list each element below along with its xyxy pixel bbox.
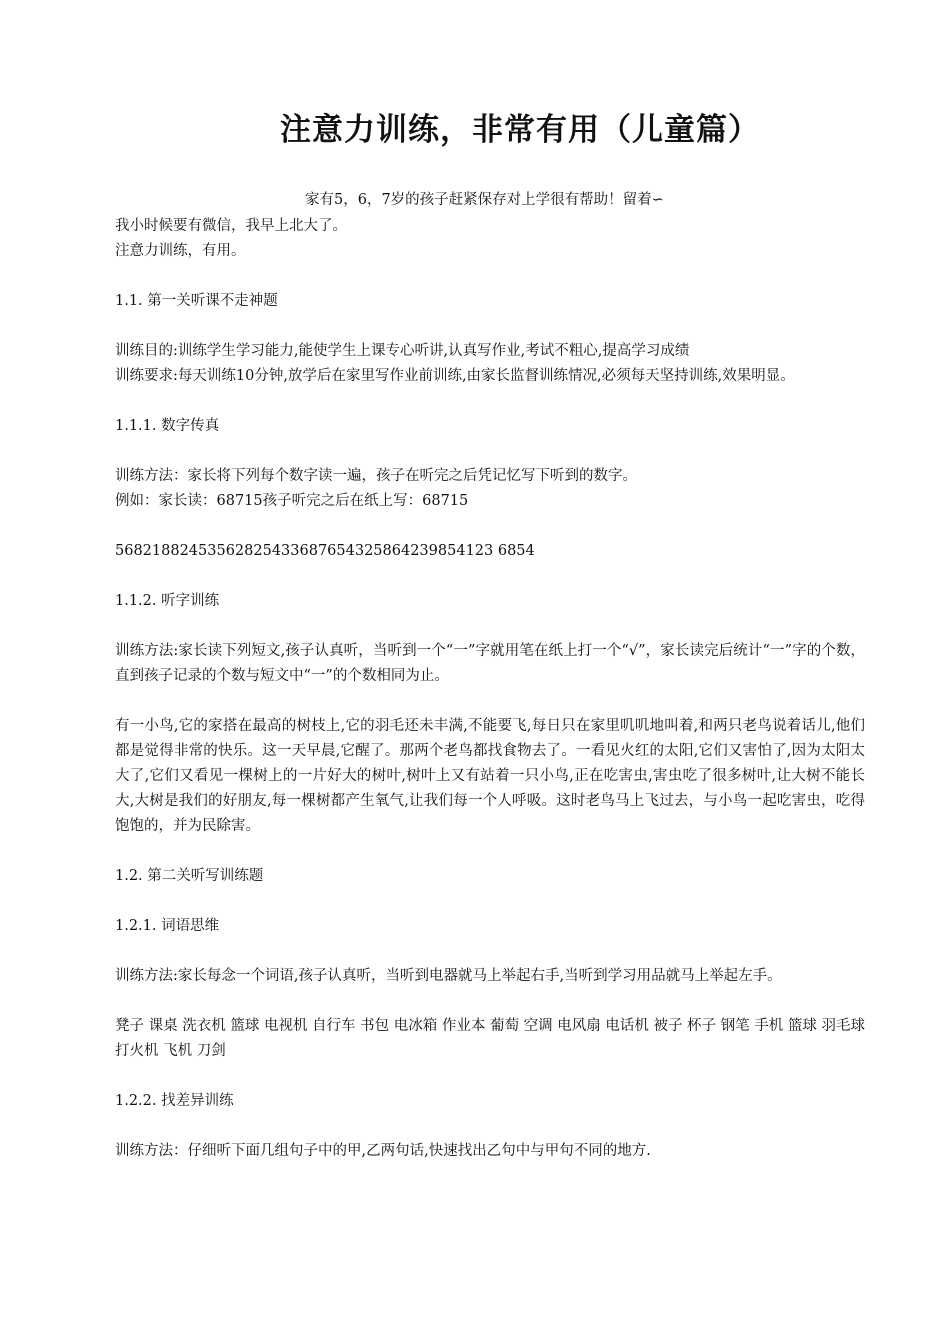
paragraph-method: 训练方法：仔细听下面几组句子中的甲,乙两句话,快速找出乙句中与甲句不同的地方. <box>115 1143 651 1159</box>
paragraph-story: 有一小鸟,它的家搭在最高的树枝上,它的羽毛还未丰满,不能要飞,每日只在家里叽叽地叫着,和两只老鸟说着话儿,他们都是觉得非常的快乐。这一天早晨,它醒了。那两个老鸟都找食物去了。一看见火红的太阳,它们又害怕了,因为太阳太大了,它们又看见一棵树上的一片好大的树叶,树叶上又有站着一只小鸟,正在吃害虫,害虫吃了很多树叶,让大树不能长大,大树是我们的好朋友,每一棵树都产生氧气,让我们每一个人呼吸。这时老鸟马上飞过去，与小鸟一起吃害虫，吃得饱饱的，并为民除害。 <box>115 718 865 834</box>
word-list: 凳子 课桌 洗衣机 篮球 电视机 自行车 书包 电冰箱 作业本 葡萄 空调 电风扇 电话机 被子 杯子 钢笔 手机 篮球 羽毛球 打火机 飞机 刀剑 <box>115 1018 865 1059</box>
paragraph-goal: 训练目的:训练学生学习能力,能使学生上课专心听讲,认真写作业,考试不粗心,提高学习成绩 <box>115 343 690 359</box>
section-heading: 1.1. 第一关听课不走神题 <box>115 293 278 309</box>
paragraph-requirement: 训练要求:每天训练10分钟,放学后在家里写作业前训练,由家长监督训练情况,必须每天坚持训练,效果明显。 <box>115 368 795 384</box>
paragraph-method: 训练方法：家长将下列每个数字读一遍，孩子在听完之后凭记忆写下听到的数字。 <box>115 468 637 484</box>
document-body <box>115 214 865 1164</box>
intro-line: 我小时候要有微信，我早上北大了。 <box>115 218 347 234</box>
subsection-heading: 1.1.2. 听字训练 <box>115 593 220 609</box>
subsection-heading: 1.2.1. 词语思维 <box>115 918 220 934</box>
digit-sequence: 56821882453562825433687654325864239854123 6854 <box>115 543 535 559</box>
paragraph-example: 例如：家长读：68715孩子听完之后在纸上写：68715 <box>115 493 469 509</box>
page-title: 注意力训练，非常有用（儿童篇） <box>280 112 760 148</box>
section-heading: 1.2. 第二关听写训练题 <box>115 868 264 884</box>
subsection-heading: 1.1.1. 数字传真 <box>115 418 220 434</box>
intro-line: 注意力训练，有用。 <box>115 243 246 259</box>
paragraph-method: 训练方法:家长读下列短文,孩子认真听，当听到一个“一”字就用笔在纸上打一个“√”，家长读完后统计“一”字的个数，直到孩子记录的个数与短文中“一”的个数相同为止。 <box>115 643 865 684</box>
subsection-heading: 1.2.2. 找差异训练 <box>115 1093 234 1109</box>
paragraph-method: 训练方法:家长每念一个词语,孩子认真听，当听到电器就马上举起右手,当听到学习用品就马上举起左手。 <box>115 968 782 984</box>
subtitle: 家有5，6，7岁的孩子赶紧保存对上学很有帮助！留着∽ <box>305 192 664 208</box>
